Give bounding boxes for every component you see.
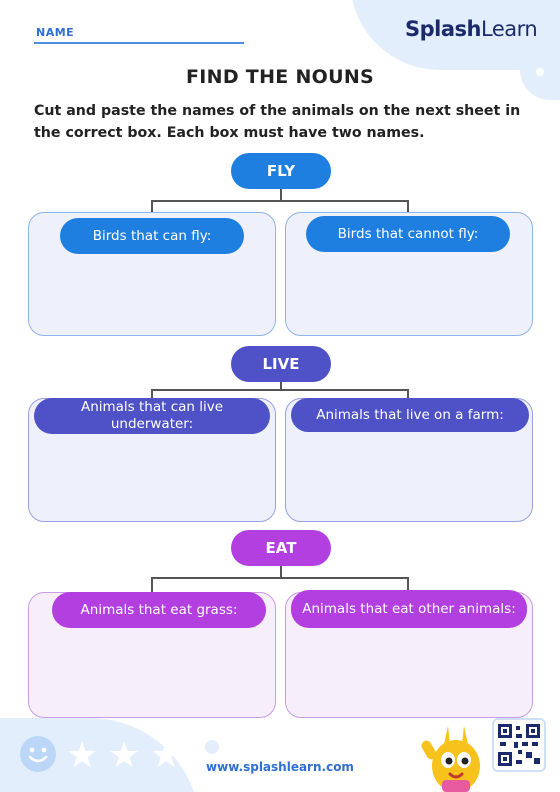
connector-line bbox=[151, 389, 409, 391]
star-icon: ★ bbox=[108, 735, 141, 776]
category-fly: FLY bbox=[231, 153, 331, 189]
page-title: FIND THE NOUNS bbox=[185, 66, 375, 88]
box-label-eat-grass: Animals that eat grass: bbox=[52, 592, 266, 628]
connector-line bbox=[151, 577, 153, 593]
instructions: Cut and paste the names of the animals on the next sheet in the correct box. Each box must have two names. bbox=[34, 103, 521, 141]
splashlearn-logo: SplashLearn bbox=[405, 17, 538, 41]
mascot-icon bbox=[420, 718, 492, 792]
name-field-line[interactable] bbox=[34, 42, 244, 44]
box-label-eat-animals: Animals that eat other animals: bbox=[291, 590, 527, 628]
decor-dot bbox=[354, 27, 363, 36]
box-label-can-fly: Birds that can fly: bbox=[60, 218, 244, 254]
box-label-cannot-fly: Birds that cannot fly: bbox=[306, 216, 510, 252]
box-label-farm: Animals that live on a farm: bbox=[291, 398, 529, 432]
connector-line bbox=[151, 200, 409, 202]
category-live: LIVE bbox=[231, 346, 331, 382]
name-label: NAME bbox=[36, 26, 75, 39]
connector-line bbox=[151, 577, 409, 579]
website-url[interactable]: www.splashlearn.com bbox=[206, 760, 354, 774]
box-label-underwater: Animals that can live underwater: bbox=[34, 398, 270, 434]
qr-code-icon bbox=[492, 718, 546, 772]
category-eat: EAT bbox=[231, 530, 331, 566]
star-icon: ★ bbox=[150, 735, 183, 776]
star-icon: ★ bbox=[66, 735, 99, 776]
decor-dot bbox=[205, 740, 219, 754]
